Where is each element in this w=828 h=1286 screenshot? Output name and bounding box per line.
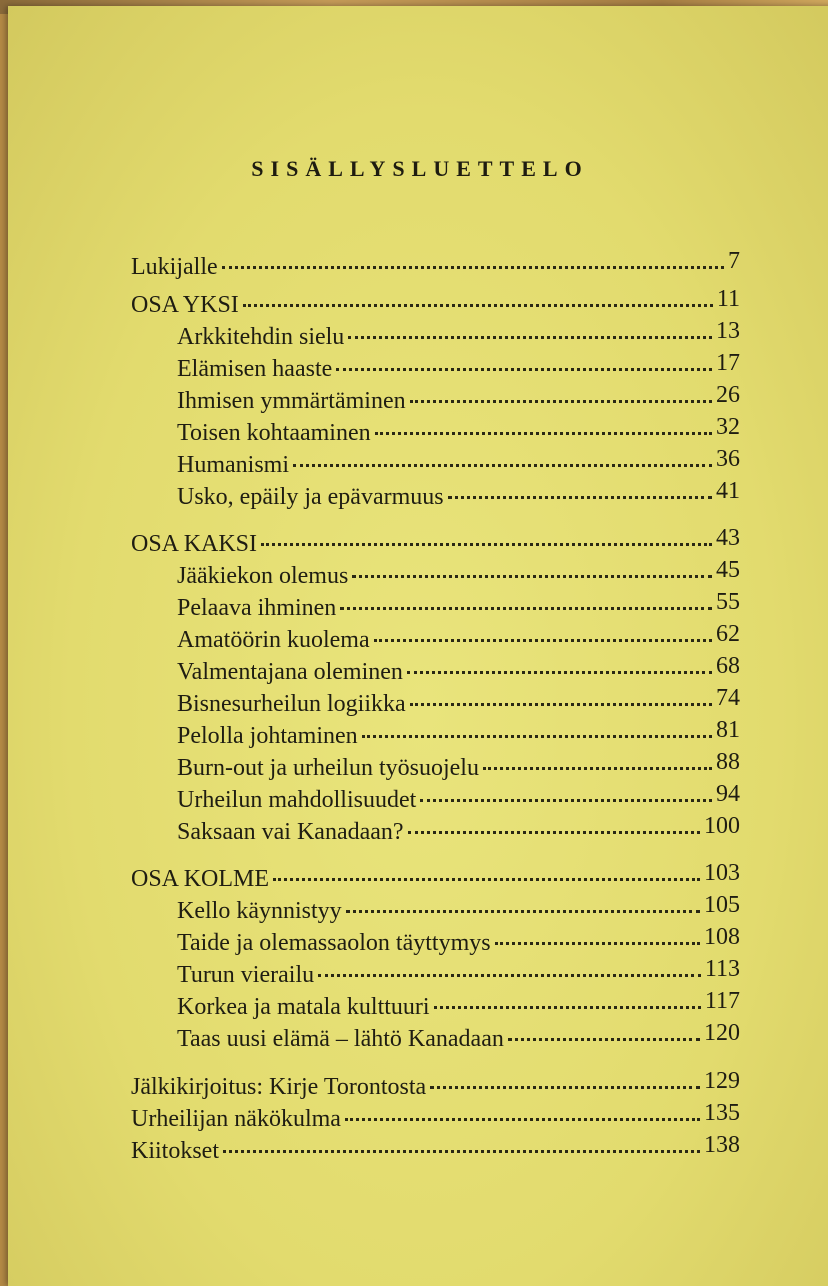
entry-title: OSA YKSI bbox=[131, 292, 239, 318]
entry-page-number: 129 bbox=[704, 1068, 740, 1094]
entry-title: Humanismi bbox=[177, 452, 289, 478]
entry-page-number: 26 bbox=[716, 382, 740, 408]
entry-title: Jääkiekon olemus bbox=[177, 563, 349, 589]
toc-chapter-entry bbox=[177, 717, 740, 751]
entry-page-number: 105 bbox=[704, 892, 740, 918]
toc-chapter-entry bbox=[177, 350, 740, 384]
toc-chapter-entry bbox=[177, 813, 740, 847]
entry-title: Kiitokset bbox=[131, 1138, 219, 1164]
dot-leader bbox=[348, 336, 712, 339]
toc-chapter-entry bbox=[177, 924, 740, 958]
entry-title: Usko, epäily ja epävarmuus bbox=[177, 484, 444, 510]
entry-page-number: 103 bbox=[704, 860, 740, 886]
entry-title: Arkkitehdin sielu bbox=[177, 324, 345, 350]
entry-title: Bisnesurheilun logiikka bbox=[177, 691, 406, 717]
entry-page-number: 113 bbox=[704, 956, 740, 982]
entry-title: Valmentajana oleminen bbox=[177, 659, 403, 685]
entry-page-number: 55 bbox=[716, 589, 740, 615]
entry-title: Turun vierailu bbox=[177, 962, 315, 988]
dot-leader bbox=[345, 1118, 700, 1121]
toc-section-entry bbox=[131, 248, 740, 282]
entry-title: Elämisen haaste bbox=[177, 356, 333, 382]
toc-section-entry bbox=[131, 860, 740, 894]
toc-chapter-entry bbox=[177, 318, 740, 352]
toc-chapter-entry bbox=[177, 478, 740, 512]
dot-leader bbox=[340, 607, 712, 610]
dot-leader bbox=[407, 671, 712, 674]
toc-chapter-entry bbox=[177, 988, 740, 1022]
toc-chapter-entry bbox=[177, 589, 740, 623]
toc-chapter-entry bbox=[177, 781, 740, 815]
entry-title: Pelaava ihminen bbox=[177, 595, 337, 621]
toc-chapter-entry bbox=[177, 621, 740, 655]
dot-leader bbox=[243, 304, 713, 307]
dot-leader bbox=[293, 464, 712, 467]
entry-title: Amatöörin kuolema bbox=[177, 627, 370, 653]
entry-page-number: 17 bbox=[716, 350, 740, 376]
dot-leader bbox=[410, 703, 712, 706]
toc-chapter-entry bbox=[177, 749, 740, 783]
toc-chapter-entry bbox=[177, 1020, 740, 1054]
entry-title: Korkea ja matala kulttuuri bbox=[177, 994, 430, 1020]
entry-title: Lukijalle bbox=[131, 254, 218, 280]
toc-section-entry bbox=[131, 1132, 740, 1166]
entry-title: Urheilun mahdollisuudet bbox=[177, 787, 417, 813]
entry-title: OSA KOLME bbox=[131, 866, 270, 892]
entry-page-number: 135 bbox=[704, 1100, 740, 1126]
entry-title: Ihmisen ymmärtäminen bbox=[177, 388, 406, 414]
entry-page-number: 74 bbox=[716, 685, 740, 711]
entry-title: Toisen kohtaaminen bbox=[177, 420, 371, 446]
dot-leader bbox=[374, 639, 712, 642]
entry-page-number: 117 bbox=[704, 988, 740, 1014]
entry-page-number: 41 bbox=[716, 478, 740, 504]
entry-title: Saksaan vai Kanadaan? bbox=[177, 819, 404, 845]
entry-title: Urheilijan näkökulma bbox=[131, 1106, 341, 1132]
toc-section-entry bbox=[131, 525, 740, 559]
toc-section-entry bbox=[131, 1100, 740, 1134]
entry-title: Pelolla johtaminen bbox=[177, 723, 358, 749]
entry-page-number: 88 bbox=[716, 749, 740, 775]
entry-page-number: 68 bbox=[716, 653, 740, 679]
entry-title: Jälkikirjoitus: Kirje Torontosta bbox=[131, 1074, 427, 1100]
toc-chapter-entry bbox=[177, 557, 740, 591]
entry-page-number: 138 bbox=[704, 1132, 740, 1158]
toc-chapter-entry bbox=[177, 653, 740, 687]
dot-leader bbox=[375, 432, 712, 435]
dot-leader bbox=[362, 735, 712, 738]
toc-chapter-entry bbox=[177, 685, 740, 719]
dot-leader bbox=[222, 266, 724, 269]
toc-chapter-entry bbox=[177, 382, 740, 416]
entry-page-number: 62 bbox=[716, 621, 740, 647]
dot-leader bbox=[430, 1086, 700, 1089]
entry-page-number: 81 bbox=[716, 717, 740, 743]
entry-page-number: 7 bbox=[728, 248, 740, 274]
dot-leader bbox=[352, 575, 712, 578]
entry-title: Taas uusi elämä – lähtö Kanadaan bbox=[177, 1026, 504, 1052]
dot-leader bbox=[410, 400, 712, 403]
entry-page-number: 36 bbox=[716, 446, 740, 472]
entry-title: Burn-out ja urheilun työsuojelu bbox=[177, 755, 479, 781]
dot-leader bbox=[483, 767, 712, 770]
toc-section-entry bbox=[131, 1068, 740, 1102]
toc-chapter-entry bbox=[177, 414, 740, 448]
entry-page-number: 94 bbox=[716, 781, 740, 807]
dot-leader bbox=[434, 1006, 701, 1009]
dot-leader bbox=[273, 878, 700, 881]
toc-section-entry bbox=[131, 286, 740, 320]
entry-page-number: 120 bbox=[704, 1020, 740, 1046]
dot-leader bbox=[448, 496, 712, 499]
entry-page-number: 45 bbox=[716, 557, 740, 583]
entry-title: OSA KAKSI bbox=[131, 531, 258, 557]
dot-leader bbox=[420, 799, 712, 802]
dot-leader bbox=[336, 368, 712, 371]
dot-leader bbox=[318, 974, 701, 977]
entry-page-number: 11 bbox=[716, 286, 740, 312]
dot-leader bbox=[508, 1038, 700, 1041]
entry-page-number: 43 bbox=[716, 525, 740, 551]
entry-page-number: 13 bbox=[716, 318, 740, 344]
dot-leader bbox=[346, 910, 700, 913]
toc-chapter-entry bbox=[177, 446, 740, 480]
toc-title: SISÄLLYSLUETTELO bbox=[251, 156, 589, 181]
dot-leader bbox=[495, 942, 700, 945]
entry-page-number: 100 bbox=[704, 813, 740, 839]
dot-leader bbox=[223, 1150, 700, 1153]
entry-page-number: 108 bbox=[704, 924, 740, 950]
toc-chapter-entry bbox=[177, 892, 740, 926]
dot-leader bbox=[261, 543, 712, 546]
toc-chapter-entry bbox=[177, 956, 740, 990]
dot-leader bbox=[408, 831, 700, 834]
entry-page-number: 32 bbox=[716, 414, 740, 440]
entry-title: Taide ja olemassaolon täyttymys bbox=[177, 930, 491, 956]
entry-title: Kello käynnistyy bbox=[177, 898, 342, 924]
